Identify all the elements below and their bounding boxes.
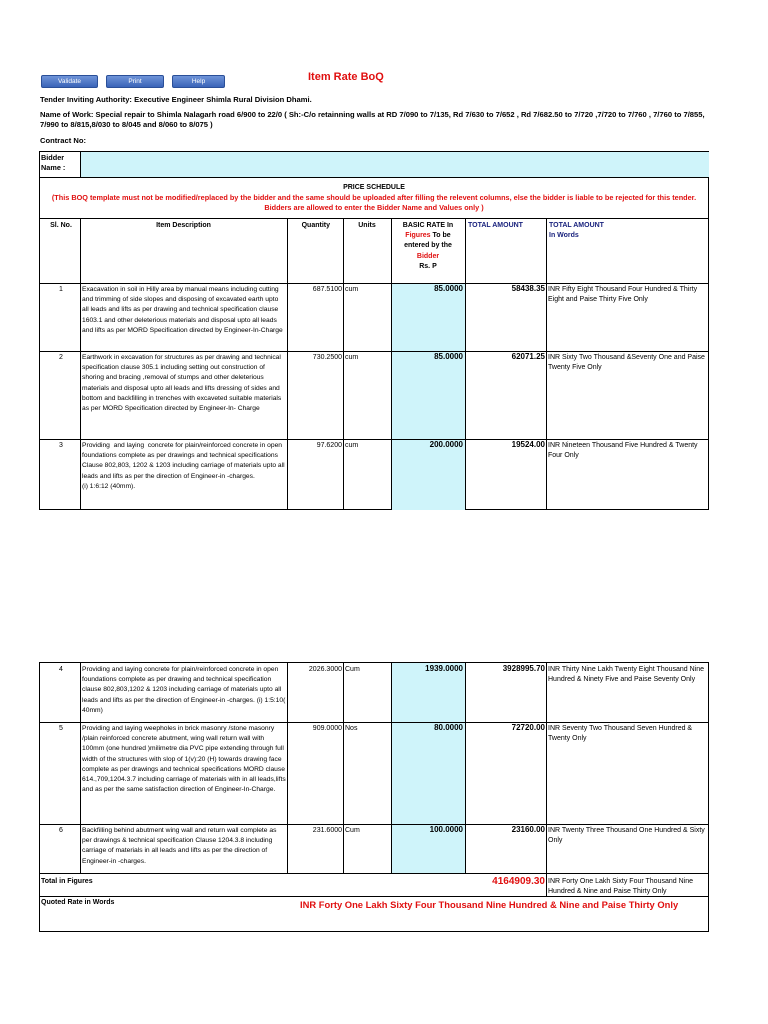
validate-button[interactable]: Validate [41,75,98,88]
item-units: cum [345,354,359,361]
item-total: 62071.25 [511,352,545,361]
item-quantity: 97.6200 [316,442,342,449]
total-in-figures-value: 4164909.30 [492,876,545,887]
bidder-name-label: Bidder Name : [41,153,66,172]
item-rate-input[interactable]: 85.0000 [434,352,463,361]
item-units: Cum [345,827,360,834]
item-description: Providing and laying concrete for plain/reinforced concrete in open foundations complete as per drawings and technical specifications Clause 802,803, 1202 & 1203 including carriage of materials upto all leads and lifts as per the direction of Engineer-in -charges. (i) 1:6:12 (40mm). [82,442,285,490]
item-description: Backfilling behind abutment wing wall and return wall complete as per drawings & technical specification Clause 1204.3.8 including carriage of materials in all leads and lifts as per the direction of Engineer-in -charges. [82,827,277,865]
item-total: 58438.35 [511,284,545,293]
contract-no-label: Contract No: [40,136,86,145]
item-words: INR Twenty Three Thousand One Hundred & Sixty Only [548,827,705,845]
item-quantity: 730.2500 [312,354,342,361]
boq-table-top [39,151,709,510]
col-item-description: Item Description [156,222,211,229]
item-units: Nos [345,725,358,732]
item-words: INR Nineteen Thousand Five Hundred & Twenty Four Only [548,442,698,460]
page-title: Item Rate BoQ [308,71,384,83]
bidder-name-input[interactable] [81,152,709,177]
item-quantity: 909.0000 [312,725,342,732]
col-units: Units [358,222,376,229]
work-name: Name of Work: Special repair to Shimla Nalagarh road 6/900 to 22/0 ( Sh:-C/o retainning walls at RD 7/090 to 7/135, Rd 7/630 to 7/652 , Rd 7/682.50 to 7/720 ,7/720 to 7/760 , 7/760 to 7/855, 7/990 to 8/815,8/030 to 8/045 and 8/060 to 8/075 ) [40,110,705,129]
item-total: 72720.00 [511,723,545,732]
item-total: 3928995.70 [502,664,545,673]
item-rate-input[interactable]: 100.0000 [429,825,463,834]
price-schedule-title: PRICE SCHEDULE [343,184,405,191]
quoted-rate-value: INR Forty One Lakh Sixty Four Thousand Nine Hundred & Nine and Paise Thirty Only [300,899,679,910]
item-sl: 1 [59,286,63,293]
item-words: INR Fifty Eight Thousand Four Hundred & Thirty Eight and Paise Thirty Five Only [548,286,698,304]
item-total: 19524.00 [511,440,545,449]
item-quantity: 2026.3000 [308,666,342,673]
item-rate-input[interactable]: 1939.0000 [425,664,463,673]
item-words: INR Seventy Two Thousand Seven Hundred & Twenty Only [548,725,693,743]
item-rate-input[interactable]: 200.0000 [429,440,463,449]
print-button[interactable]: Print [106,75,164,88]
item-units: cum [345,286,359,293]
rate-column-highlight [392,663,465,873]
col-total-in-words: TOTAL AMOUNT In Words [549,222,604,240]
item-description: Providing and laying weepholes in brick masonry /stone masonry /plain reinforced concrete abutment, wing wall return wall with 100mm (one hundred )milimetre dia PVC pipe extending through full width of the structures with slop of 1(v):20 (H) towards drawing face complete as per drawings and technical specifications MORD clause 614.,709,1204.3.7 including carriage of materials with in all leads,lifts and as per the same satisfaction direction of Engineer-In-Charge. [82,725,286,794]
item-sl: 5 [59,725,63,732]
item-sl: 3 [59,442,63,449]
total-in-words: INR Forty One Lakh Sixty Four Thousand Nine Hundred & Nine and Paise Thirty Only [548,878,693,896]
col-sl-no: Sl. No. [50,222,72,229]
tender-authority: Tender Inviting Authority: Executive Engineer Shimla Rural Division Dhami. [40,95,312,104]
col-quantity: Quantity [301,222,330,229]
item-description: Providing and laying concrete for plain/reinforced concrete in open foundations complete as per drawing and technical specification clause 802,803,1202 & 1203 including carriage of materials upto all leads and lifts as per the direction of Engineer-in -charges. (i) 1:5:10( 40mm) [82,666,286,714]
help-button[interactable]: Help [172,75,225,88]
item-description: Exacavation in soil in Hilly area by manual means including cutting and trimming of side slopes and disposing of excavated earth upto all leads and lifts as per drawing and technical specification clause 1603.1 and other deleterious materials and disposal upto all leads and lifts as per MORD Specification directed by Engineer-In-Charge [82,286,283,334]
item-description: Earthwork in excavation for structures as per drawing and technical specification clause 305.1 including setting out construction of shoring and bracing ,removal of stumps and other deleterious materials and disposal upto all leads and lifts dressing of sides and bottom and backfilling in trenches with excaveted suitable materials as per MORD Specification directed by Engineer-In- Charge [82,354,282,413]
item-words: INR Sixty Two Thousand &Seventy One and Paise Twenty Five Only [548,354,705,372]
item-units: Cum [345,666,360,673]
price-schedule-notice: (This BOQ template must not be modified/replaced by the bidder and the same should be uploaded after filling the relevent columns, else the bidder is liable to be rejected for this tender. Bidders are allowed to enter the Bidder Name and Values only ) [51,193,697,213]
item-units: cum [345,442,359,449]
item-rate-input[interactable]: 85.0000 [434,284,463,293]
item-sl: 2 [59,354,63,361]
item-total: 23160.00 [511,825,545,834]
item-words: INR Thirty Nine Lakh Twenty Eight Thousand Nine Hundred & Ninety Five and Paise Seventy Only [548,666,705,684]
boq-table-bottom [39,662,709,932]
item-sl: 6 [59,827,63,834]
rate-column-highlight [392,284,465,510]
item-sl: 4 [59,666,63,673]
item-rate-input[interactable]: 80.0000 [434,723,463,732]
total-in-figures-label: Total in Figures [41,878,93,885]
col-basic-rate: BASIC RATE In Figures To be entered by the Bidder Rs. P [402,222,454,270]
col-total-amount: TOTAL AMOUNT [468,222,523,229]
quoted-rate-label: Quoted Rate in Words [41,899,115,906]
item-quantity: 231.6000 [312,827,342,834]
item-quantity: 687.5100 [312,286,342,293]
